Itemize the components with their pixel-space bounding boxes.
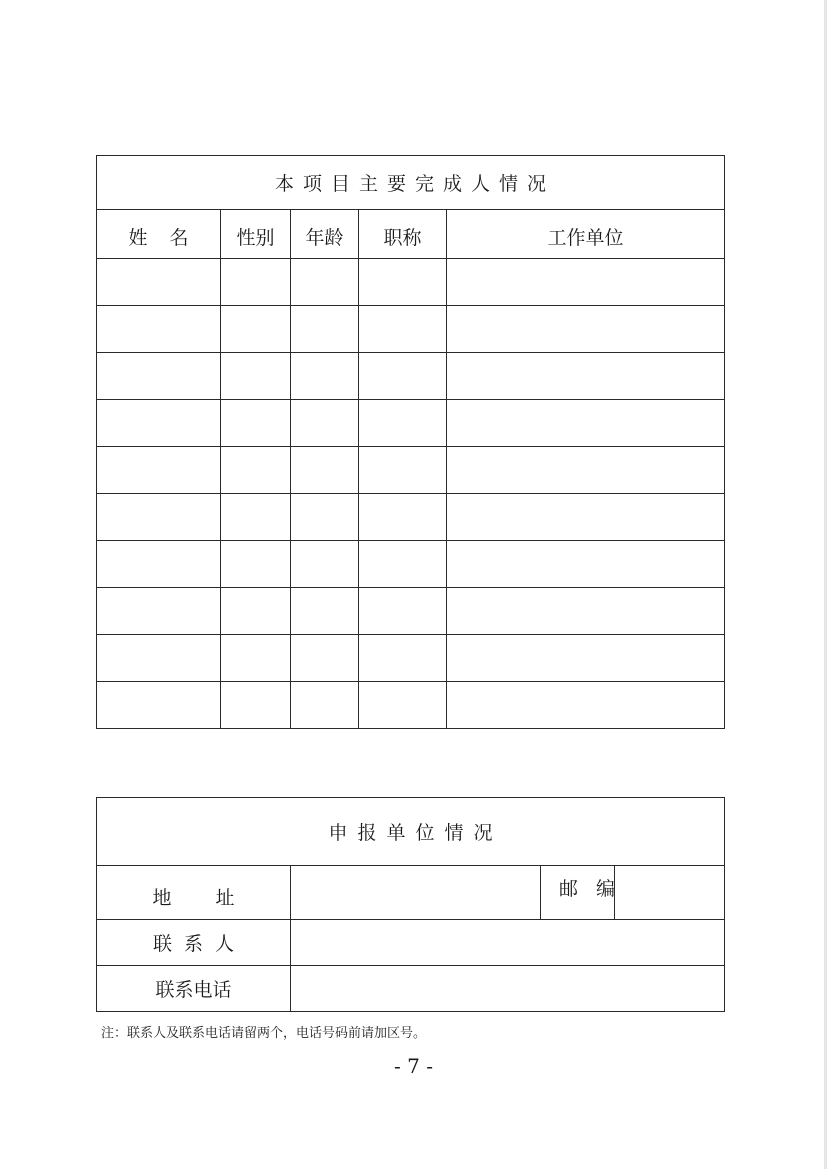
- table-row: [97, 635, 725, 682]
- gender-cell[interactable]: [221, 494, 291, 541]
- gender-cell[interactable]: [221, 635, 291, 682]
- job-title-cell[interactable]: [359, 494, 447, 541]
- work-unit-cell[interactable]: [447, 541, 725, 588]
- age-cell[interactable]: [291, 635, 359, 682]
- phone-label: 联系电话: [97, 966, 291, 1012]
- table-row: [97, 306, 725, 353]
- work-unit-cell[interactable]: [447, 400, 725, 447]
- work-unit-cell[interactable]: [447, 353, 725, 400]
- job-title-cell[interactable]: [359, 682, 447, 729]
- age-cell[interactable]: [291, 353, 359, 400]
- age-cell[interactable]: [291, 494, 359, 541]
- work-unit-cell[interactable]: [447, 682, 725, 729]
- table-row: [97, 259, 725, 306]
- table-row: [97, 682, 725, 729]
- job-title-cell[interactable]: [359, 635, 447, 682]
- header-work-unit: 工作单位: [447, 210, 725, 259]
- phone-field[interactable]: [291, 966, 725, 1012]
- header-gender: 性别: [221, 210, 291, 259]
- name-cell[interactable]: [97, 353, 221, 400]
- gender-cell[interactable]: [221, 588, 291, 635]
- work-unit-cell[interactable]: [447, 588, 725, 635]
- completers-table: [96, 155, 725, 729]
- contact-label: 联系人: [97, 920, 291, 966]
- applicant-table: [96, 797, 725, 1012]
- name-cell[interactable]: [97, 541, 221, 588]
- header-job-title: 职称: [359, 210, 447, 259]
- age-cell[interactable]: [291, 682, 359, 729]
- age-cell[interactable]: [291, 259, 359, 306]
- work-unit-cell[interactable]: [447, 494, 725, 541]
- postcode-label: 邮编: [541, 866, 615, 920]
- gender-cell[interactable]: [221, 259, 291, 306]
- table-row: [97, 353, 725, 400]
- job-title-cell[interactable]: [359, 259, 447, 306]
- gender-cell[interactable]: [221, 306, 291, 353]
- header-age: 年龄: [291, 210, 359, 259]
- job-title-cell[interactable]: [359, 400, 447, 447]
- name-cell[interactable]: [97, 306, 221, 353]
- age-cell[interactable]: [291, 588, 359, 635]
- job-title-cell[interactable]: [359, 541, 447, 588]
- name-cell[interactable]: [97, 400, 221, 447]
- applicant-title-row: [97, 798, 725, 866]
- name-cell[interactable]: [97, 635, 221, 682]
- completers-table-body: [97, 259, 725, 729]
- name-cell[interactable]: [97, 259, 221, 306]
- work-unit-cell[interactable]: [447, 635, 725, 682]
- work-unit-cell[interactable]: [447, 306, 725, 353]
- table-row: [97, 447, 725, 494]
- completers-title-row: [97, 156, 725, 210]
- work-unit-cell[interactable]: [447, 259, 725, 306]
- gender-cell[interactable]: [221, 353, 291, 400]
- work-unit-cell[interactable]: [447, 447, 725, 494]
- age-cell[interactable]: [291, 400, 359, 447]
- age-cell[interactable]: [291, 306, 359, 353]
- age-cell[interactable]: [291, 541, 359, 588]
- job-title-cell[interactable]: [359, 353, 447, 400]
- gender-cell[interactable]: [221, 682, 291, 729]
- gender-cell[interactable]: [221, 447, 291, 494]
- completers-header-row: [97, 210, 725, 259]
- address-row: [97, 866, 725, 920]
- name-cell[interactable]: [97, 494, 221, 541]
- gender-cell[interactable]: [221, 541, 291, 588]
- age-cell[interactable]: [291, 447, 359, 494]
- gender-cell[interactable]: [221, 400, 291, 447]
- table-row: [97, 400, 725, 447]
- phone-row: [97, 966, 725, 1012]
- contact-row: [97, 920, 725, 966]
- table-row: [97, 494, 725, 541]
- footnote: 注：联系人及联系电话请留两个，电话号码前请加区号。: [101, 1026, 427, 1041]
- contact-field[interactable]: [291, 920, 725, 966]
- header-name: 姓名: [97, 210, 221, 259]
- name-cell[interactable]: [97, 682, 221, 729]
- table-row: [97, 541, 725, 588]
- name-cell[interactable]: [97, 447, 221, 494]
- name-cell[interactable]: [97, 588, 221, 635]
- applicant-table-title: 申报单位情况: [97, 798, 725, 866]
- job-title-cell[interactable]: [359, 447, 447, 494]
- job-title-cell[interactable]: [359, 588, 447, 635]
- page-number: - 7 -: [394, 1054, 433, 1078]
- completers-table-title: 本项目主要完成人情况: [97, 156, 725, 210]
- address-field[interactable]: [291, 866, 541, 920]
- address-label: 地址: [97, 866, 291, 920]
- job-title-cell[interactable]: [359, 306, 447, 353]
- table-row: [97, 588, 725, 635]
